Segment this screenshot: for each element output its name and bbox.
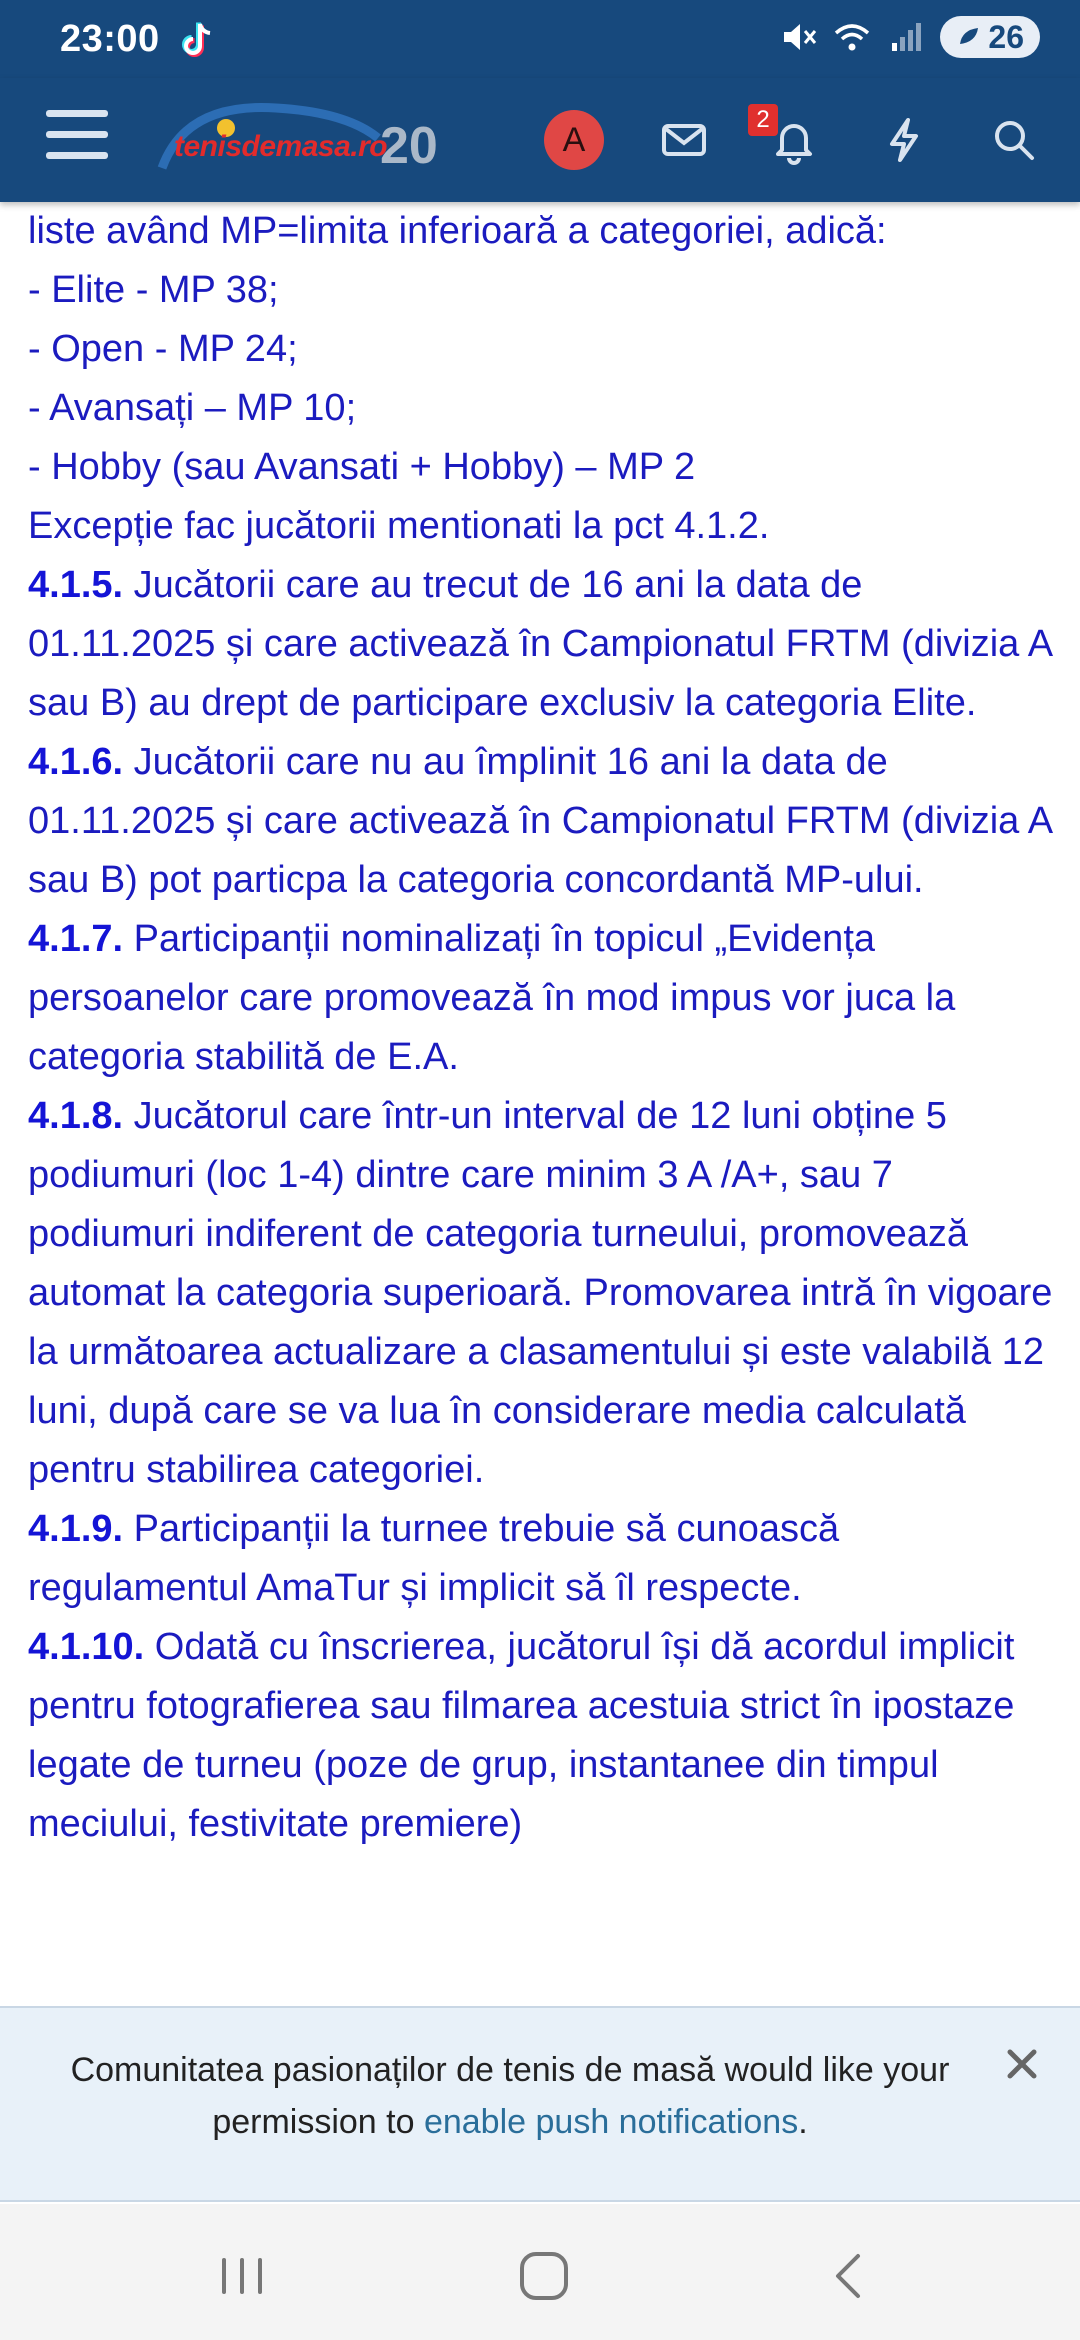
- notification-count-badge: 2: [748, 104, 778, 136]
- push-notification-prompt: [0, 2006, 1080, 2202]
- intro-line: - Avansați – MP 10;: [28, 387, 357, 429]
- rule-text: Participanții nominalizați în topicul „Evidența persoanelor care promovează în mod impus vor juca la categoria stabilită de E.A.: [28, 918, 956, 1078]
- rule-number: 4.1.6.: [28, 741, 124, 783]
- rule-paragraph: [28, 1087, 1058, 1500]
- back-icon[interactable]: [818, 2248, 878, 2304]
- battery-indicator: [940, 16, 1040, 58]
- intro-line: - Hobby (sau Avansati + Hobby) – MP 2: [28, 446, 696, 488]
- system-nav-bar: [0, 2204, 1080, 2340]
- menu-button[interactable]: [46, 110, 108, 168]
- rule-number: 4.1.9.: [28, 1508, 124, 1550]
- user-avatar[interactable]: A: [544, 110, 604, 170]
- status-time: 23:00: [60, 18, 160, 60]
- prompt-text-before: Comunitatea pasionaților de tenis de masă would like your permission to: [70, 2051, 950, 2141]
- rule-number: 4.1.7.: [28, 918, 124, 960]
- rule-paragraph: [28, 733, 1058, 910]
- recent-apps-icon[interactable]: [212, 2248, 272, 2304]
- battery-level: 26: [988, 18, 1024, 55]
- bolt-icon[interactable]: [878, 114, 930, 166]
- menu-icon: [46, 110, 108, 117]
- signal-icon: [886, 17, 926, 57]
- notification-prompt-text: [30, 2044, 990, 2148]
- intro-line: - Elite - MP 38;: [28, 269, 279, 311]
- rule-text: Odată cu înscrierea, jucătorul își dă acordul implicit pentru fotografierea sau filmarea acestuia strict în ipostaze legate de turneu (poze de grup, instantanee din timpul meciului, festivitate premiere): [28, 1626, 1015, 1845]
- article-content: [28, 202, 1058, 2002]
- rule-paragraph: [28, 910, 1058, 1087]
- rule-number: 4.1.8.: [28, 1095, 124, 1137]
- rule-paragraph: [28, 1500, 1058, 1618]
- battery-icon: [956, 24, 982, 50]
- rule-number: 4.1.5.: [28, 564, 124, 606]
- enable-push-notifications-link[interactable]: enable push notifications: [423, 2103, 799, 2141]
- mail-icon[interactable]: [658, 114, 710, 166]
- logo-text: tenisdemasa.ro: [174, 130, 388, 163]
- rule-text: Jucătorul care într-un interval de 12 luni obține 5 podiumuri (loc 1-4) dintre care minim 3 A /A+, sau 7 podiumuri indiferent de categoria turneului, promovează automat la categoria superioară. Promovarea intră în vigoare la următoarea actualizare a clasamentului și este valabilă 12 luni, după care se va lua în considerare media calculată pentru stabilirea categoriei.: [28, 1095, 1053, 1491]
- rule-text: Participanții la turnee trebuie să cunoască regulamentul AmaTur și implicit să îl respecte.: [28, 1508, 840, 1609]
- rule-text: Jucătorii care nu au împlinit 16 ani la data de 01.11.2025 și care activează în Campionatul FRTM (divizia A sau B) pot particpa la categoria concordantă MP-ului.: [28, 741, 1051, 901]
- tiktok-icon: [180, 20, 216, 60]
- app-header: [0, 78, 1080, 202]
- intro-line: liste având MP=limita inferioară a categoriei, adică:: [28, 210, 887, 252]
- rule-number: 4.1.10.: [28, 1626, 145, 1668]
- search-icon[interactable]: [988, 114, 1040, 166]
- close-icon[interactable]: [1002, 2044, 1042, 2084]
- rule-paragraph: [28, 556, 1058, 733]
- rule-paragraph: [28, 1618, 1058, 1854]
- mute-icon: [778, 17, 818, 57]
- rule-text: Jucătorii care au trecut de 16 ani la data de 01.11.2025 și care activează în Campionatul FRTM (divizia A sau B) au drept de participare exclusiv la categoria Elite.: [28, 564, 1051, 724]
- logo-anniversary-number: 20: [380, 117, 438, 175]
- prompt-text-after: .: [798, 2103, 808, 2141]
- intro-line: - Open - MP 24;: [28, 328, 298, 370]
- status-bar: [0, 0, 1080, 78]
- intro-line: Excepție fac jucătorii mentionati la pct 4.1.2.: [28, 505, 770, 547]
- home-icon[interactable]: [514, 2248, 574, 2304]
- site-logo[interactable]: [156, 92, 456, 192]
- wifi-icon: [832, 17, 872, 57]
